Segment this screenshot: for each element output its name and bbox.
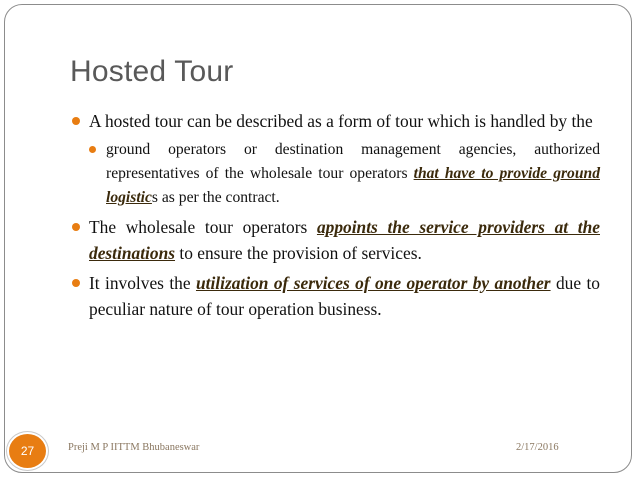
bullet-text-end: due to peculiar nature of tour operation business. (89, 273, 600, 319)
page-number-badge: 27 (7, 432, 48, 470)
bullet-text-end: to ensure the provision of services. (175, 243, 422, 263)
bullet-item (72, 214, 600, 266)
bullet-item (72, 108, 600, 134)
footer-author: Preji M P IITTM Bhubaneswar (68, 442, 200, 453)
bullet-list (72, 108, 600, 326)
bullet-text: It involves the (89, 273, 196, 293)
sub-bullet-text: ground operators or destination management agencies, authorized representatives of the wholesale tour operators (106, 141, 600, 182)
bullet-text: A hosted tour can be described as a form of tour which is handled by the (89, 111, 593, 131)
bullet-dot-icon (72, 223, 80, 231)
bullet-dot-icon (72, 279, 80, 287)
emphasis-text: that have to provide ground logistic (106, 165, 600, 206)
sub-bullet-dot-icon (89, 146, 96, 153)
bullet-text: The wholesale tour operators (89, 217, 317, 237)
sub-bullet-text-end: s as per the contract. (151, 189, 280, 206)
bullet-item (72, 270, 600, 322)
sub-bullet-item (89, 138, 600, 210)
bullet-dot-icon (72, 117, 80, 125)
emphasis-text: utilization of services of one operator by another (195, 273, 551, 293)
emphasis-text: appoints the service providers at the destinations (89, 217, 600, 263)
slide-title: Hosted Tour (70, 55, 234, 88)
footer-date: 2/17/2016 (516, 442, 559, 453)
